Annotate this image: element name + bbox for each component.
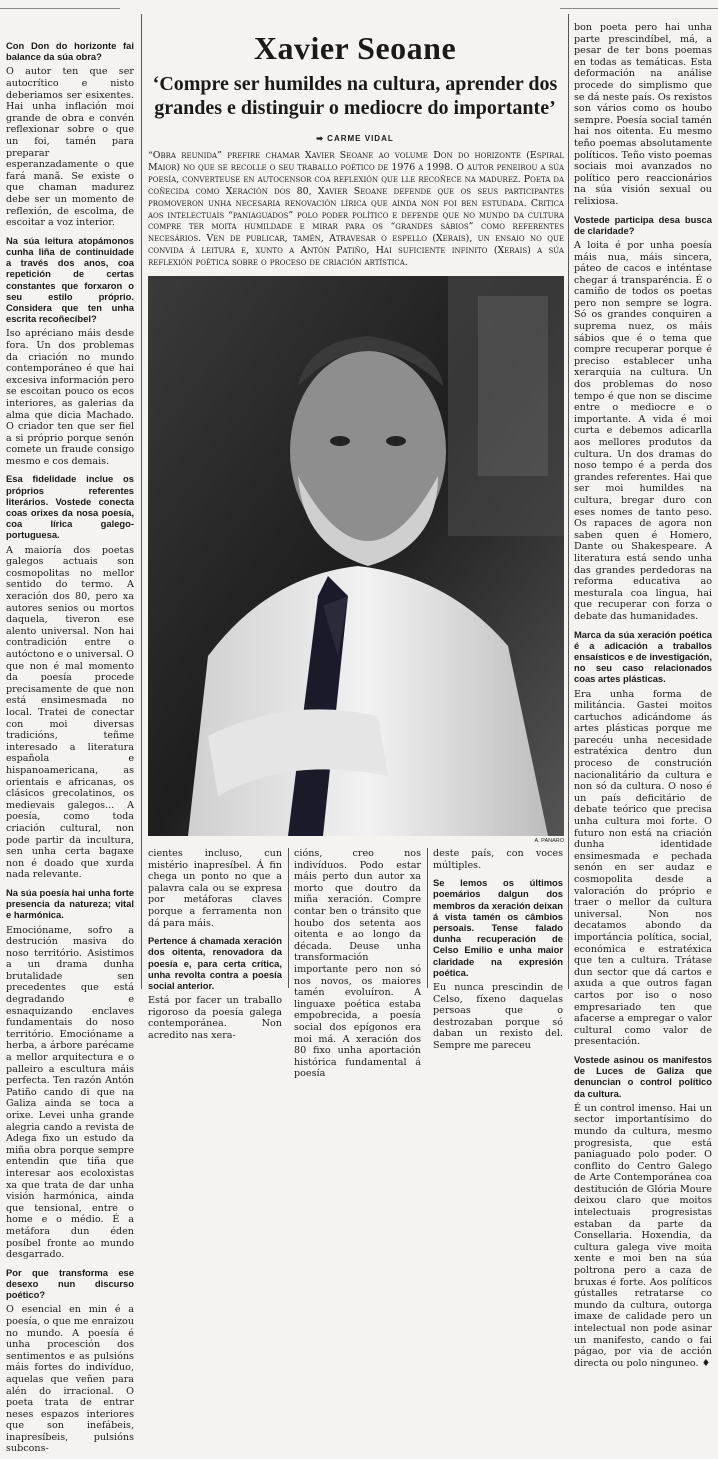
column-divider-bottom-1 — [288, 848, 289, 988]
interview-answer: É un control imenso. Hai un sector importantísimo do mundo da cultura, mesmo progresista, que está paniaguado polo poder. O conflito do Centro Galego de Arte Contemporánea coa destitución de Glória Moure deixou claro que moitos intelectuais progresistas estaban da parte da Consellaria. Hoxendia, da cultura galega vive moita xente e moi ben na súa poltrona pero a caza de bruxas é forte. Aos políticos gústalles retratarse co mundo da cultura, outorga imaxe de calidade pero un intelectual non pode asinar un manifesto, cando o fai págao, por via de acción directa ou polo ninguneo. ♦ — [574, 1102, 712, 1369]
interview-answer: Emocióname, sofro a destrución masiva do noso território. Asistimos a un drama dunha brutalidade sen precedentes que está degradando e esnaquizando enclaves fundamentais do noso território. Emocióname a herba, a árbore parécame a mellor arquitectura e o palleiro a escultura máis perfecta. Ten razón Antón Patiño cando di que na Galiza ainda se toca a orixe. Levei unha grande alegria cando a revista de Adega fixo un estudo da miña obra porque sempre entendin que tiña que interesar aos ecoloxistas xa que trata de dar unha visión harmónica, ainda que tensional, entre o home e o médio. É a metáfora dun éden posíbel fronte ao mundo desgarrado. — [6, 924, 134, 1261]
interview-question: Vostede participa desa busca de claridade? — [574, 213, 712, 236]
interview-answer: Era unha forma de militáncia. Gastei moitos cartuchos adicándome ás artes plásticas porque me parecéu unha necesidade estratéxica dentro dun proceso de construción nacionalitário da cultura e non só da cultura. O noso é un país deficitário de debate teórico que precisa unha cultura moi forte. O futuro non está na criación dunha identidade ensimesmada e pechada senón en ser audaz e cosmopolita desde a valoración do próprio e traer o mellor da cultura universal. Non nos decatamos abondo da importáncia política, social, económica e estratéxica que ten a cultura. Trátase dun sector que dá cartos e axuda a que outros fagan cartos por iso o noso empresariado ten que afacerse a empregar o valor cultural como valor de presentación. — [574, 688, 712, 1048]
interview-answer: deste país, con voces múltiples. — [433, 848, 563, 871]
interview-question: Na súa poesía hai unha forte presencia da natureza; vital e harmónica. — [6, 886, 134, 921]
bottom-column-2 — [294, 848, 421, 1084]
interview-answer: A maioría dos poetas galegos actuais son cosmopolitas no mellor sentido do termo. A xeración dos 80, pero xa autores senios ou mortos daquela, tiveron ese alento universal. Non hai contradición entre o autóctono e o universal. O que non é mal momento da poesía procede precisamente de que non está ensimesmada no local. Tratei de conectar con moi diversas tradicións, teñme interesado a literatura española e hispanoamericana, as orientais e africanas, os clásicos grecolatinos, os medievais galegos... A poesía, como toda criación cultural, non pode partir da incultura, sen unha certa bagaxe non é doado que xurda nada relevante. — [6, 544, 134, 881]
interview-answer: Iso apréciano máis desde fora. Un dos problemas da criación no mundo contemporáneo é que hai excesiva información pero se escoitan pouco os ecos interiores, as galerias da alma que dicia Machado. O criador ten que ser fiel a si próprio porque senón comete un fraude consigo mesmo e cos demais. — [6, 328, 134, 467]
photo-credit: A. PANARO — [534, 838, 564, 844]
interview-question: Marca da súa xeración poética é a adicación a traballos ensaísticos e de investigación, no seu caso relacionados coas artes plásticas. — [574, 628, 712, 685]
bottom-column-1 — [148, 848, 282, 1046]
article-byline: ➡ CARME VIDAL — [316, 134, 394, 143]
interview-question: Se lemos os últimos poemários dalgun dos membros da xeración deixan á vista tamén os câmbios persoais. Tense falado dunha recuperación de Celso Emilio e unha maior claridade na expresión poética. — [433, 877, 563, 978]
interview-question: Pertence á chamada xeración dos oitenta, renovadora da poesía e, para certa crítica, unha revolta contra a poesía social anterior. — [148, 935, 282, 991]
interview-question: Esa fidelidade inclue os próprios referentes literários. Vostede conecta coas orixes da nosa poesía, coa lírica galego-portuguesa. — [6, 473, 134, 541]
interview-answer: Está por facer un traballo rigoroso da poesía galega contemporánea. Non acredito nas xera- — [148, 995, 282, 1041]
portrait-photo — [148, 276, 564, 836]
interview-question: Con Don do horizonte fai balance da súa obra? — [6, 40, 134, 63]
interview-answer: A loita é por unha poesía máis nua, máis sincera, páteo de cacos e inténtase chegar á transparéncia. É o camiño de todos os poetas pero non sempre se logra. Só os grandes conquiren a suprema nuez, os máis sábios que é o tema que compre recuperar porque é preciso establecer unha xerarquia na cultura. Un dos problemas do noso tempo é que non se discime entre o mediocre e o importante. A vida é moi curta e debemos adicarlla aos mellores produtos da cultura. Un dos dramas do noso tempo é a perda dos grandes referentes. Hai que ser moi humildes na cultura, bregar duro con eses nomes de tanto peso. Os rapaces de agora non saben quen é Homero, Dante ou Shakespeare. A literatura está sendo unha das grandes perdedoras na reforma educativa ao mesturala coa lingua, hai que recuperar con forza o debate das humanidades. — [574, 239, 712, 622]
top-rule-left — [0, 8, 120, 9]
interview-answer: O autor ten que ser autocrítico e nisto deberiamos ser esixentes. Hai unha inflación moi grande de obra e convén reflexionar sobre o que un foi, tamén para preparar esperanzadamente o que fará manã. Se existe o que chaman madurez debe ser un momento de reflexión, de escolma, de escoitar a voz interior. — [6, 66, 134, 229]
article-title: Xavier Seoane — [253, 30, 457, 66]
interview-answer: bon poeta pero hai unha parte prescindíbel, má, a pesar de ter bons poemas en todas as temáticas. Esta deformación na análise procede do simplismo que se dá neste país. Os rexistos son vários como os houbo sempre. Poesía social tamén hai nos oitenta. Eu mesmo teño poemas absolutamente políticos. Teño visto poemas sociais moi avanzados no político pero reaccionários na súa visión sexual ou relixiosa. — [574, 22, 712, 207]
column-divider-left — [141, 14, 142, 989]
left-column — [6, 34, 134, 1459]
portrait-illustration — [148, 276, 564, 836]
interview-question: Vostede asinou os manifestos de Luces de Galiza que denuncian o control político da cultura. — [574, 1053, 712, 1099]
column-divider-bottom-2 — [427, 848, 428, 988]
column-divider-right — [568, 14, 569, 989]
top-rule-right — [560, 8, 718, 9]
interview-answer: cións, creo nos indivíduos. Podo estar máis perto dun autor xa morto que doutro da miña xeración. Compre contar ben o tránsito que houbo dos setenta aos oitenta e ao longo da década. Deuse unha transformación importante pero non só nos novos, os maiores tamén evoluíron. A linguaxe poética estaba empobrecida, a poesía social dos epígonos era moi má. A xeración dos 80 fixo unha aportación histórica fundamental á poesía — [294, 848, 421, 1080]
interview-answer: O esencial en min é a poesía, o que me enraizou no mundo. A poesía é unha procesción dos sentimentos e as pulsións máis fortes do indivíduo, aquelas que veñen para alén do irracional. O poeta trata de entrar neses espazos interiores que son inefábeis, inapresíbeis, pulsións subcons- — [6, 1304, 134, 1455]
interview-question: Na súa leitura atopámonos cunha liña de continuidade a través dos anos, coa repetición de certas constantes que forxaron o seu estilo próprio. Considera que ten unha escrita recoñecíbel? — [6, 234, 134, 325]
interview-answer: cientes incluso, cun mistério inapresíbel. Á fin chega un ponto no que a palavra cala ou se expresa por metáforas claves porque a ferramenta non dá para máis. — [148, 848, 282, 929]
bottom-column-3 — [433, 848, 563, 1056]
article-subtitle: ‘Compre ser humildes na cultura, aprender dos grandes e distinguir o mediocre do importante’ — [152, 73, 558, 119]
article-lede: “Obra reunida” prefire chamar Xavier Seoane ao volume Don do horizonte (Espiral Maior) no que se recolle o seu traballo poético de 1976 a 1998. O autor peneirou a súa poesía, converteuse en autocensor coa reflexión que lle recoñece na madurez. Poeta da coñecida como Xeración dos 80, Xavier Seoane defende que os seus participantes promoveron unha necesaria renovación lírica que ainda non foi ben estudada. Critica aos intelectuais “paniaguados” polo poder político e defende que no mundo da cultura compre ter moita humildade e mirar para os “grandes sábios” como referentes necesários. Ven de publicar, tamén, Atravesar o espello (Xerais), un ensaio no que convida á leitura e, xunto a Antón Patiño, Hai suficiente infinito (Xerais) a súa reflexión poética sobre o proceso de criación artística. — [148, 150, 564, 269]
right-column — [574, 22, 712, 1373]
interview-question: Por que transforma ese desexo nun discurso poético? — [6, 1266, 134, 1301]
interview-answer: Eu nunca prescindin de Celso, fíxeno daquelas persoas que o destrozaban porque só daban un rexisto del. Sempre me pareceu — [433, 982, 563, 1051]
